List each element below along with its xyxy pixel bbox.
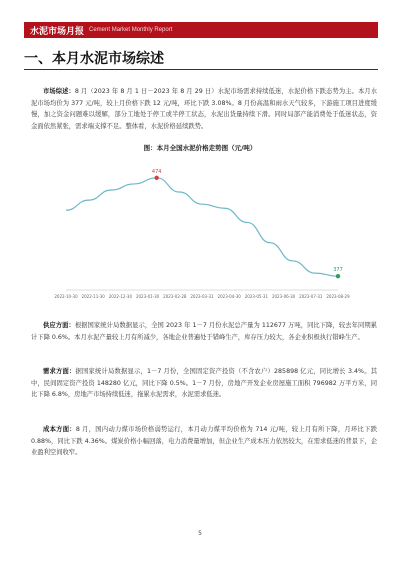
x-tick-label: 2023-03-31	[190, 294, 214, 299]
x-tick-label: 2023-02-28	[163, 294, 187, 299]
x-tick-label: 2023-06-30	[271, 294, 296, 299]
x-tick-label: 2023-01-30	[135, 294, 160, 299]
section-divider	[24, 69, 378, 70]
x-tick-label: 2022-11-30	[81, 294, 105, 299]
max-marker	[154, 176, 158, 180]
supply-lead: 供应方面：	[43, 322, 75, 329]
report-title: 水泥市场月报	[30, 26, 85, 37]
supply-paragraph	[31, 320, 377, 343]
x-tick-label: 2023-08-29	[326, 294, 350, 299]
supply-body: 根据国家统计局数据显示，全国 2023 年 1－7 月份水泥总产量为 112677 万吨，同比下降，较去年同期累计下降 0.6%。本月水泥产量较上月有所减少，各地企业普遍处于错峰生产，库存压力较大，各企业积极执行错峰生产。	[31, 322, 378, 341]
cost-paragraph	[31, 424, 377, 459]
latest-marker	[336, 274, 340, 278]
section-title: 一、本月水泥市场综述	[24, 51, 164, 67]
cost-lead: 成本方面：	[43, 426, 76, 433]
page-number: 5	[198, 530, 202, 537]
max-marker-label: 474	[151, 168, 162, 175]
latest-marker-label: 377	[333, 267, 343, 274]
demand-body: 据国家统计局数据显示，1－7 月份，全国固定资产投资（不含农户）285898 亿元，同比增长 3.4%。其中，民间固定资产投资 148280 亿元，同比下降 0.5%。1－7 月份，房地产开发企业房屋施工面积 796982 万平方米，同比下降 6.8%，房地产市场持续低迷，拖累水泥需求，水泥需求低迷。	[31, 368, 378, 398]
demand-lead: 需求方面：	[43, 368, 76, 375]
series-line	[66, 178, 338, 276]
cost-body: 8 月，国内动力煤市场价格弱势运行，本月动力煤平均价格为 714 元/吨，较上月有所下降，月环比下跌 0.88%，同比下跌 4.36%。煤炭价格小幅回落，电力消费量增加，但企业生产成本压力依然较大，在需求低迷的背景下，企业盈利空间收窄。	[31, 426, 377, 456]
x-tick-label: 2023-05-31	[244, 294, 269, 299]
price-line-chart	[52, 154, 352, 304]
market-summary-paragraph	[31, 86, 377, 132]
market-summary-body: 8 月（2023 年 8 月 1 日－2023 年 8 月 29 日）水泥市场需求持续低迷，水泥价格下跌态势为主。本月水泥市场均价为 377 元/吨，较上月价格下跌 12 元/吨，环比下跌 3.08%。8 月份高温和雨水天气较多，下游施工项目进度缓慢，加之资金问题难以缓解，部分工地处于停工或半停工状态，水泥出货量持续下滑。同时局部产能消费处于低迷状态，资金面依然紧张，需求端支撑不足。整体看，水泥价格延续跌势。	[31, 88, 378, 130]
market-summary-lead: 市场综述：	[43, 88, 75, 95]
report-subtitle: Cement Market Monthly Report	[89, 27, 173, 33]
header-bar	[24, 22, 378, 38]
x-tick-label: 2022-10-30	[54, 294, 78, 299]
x-tick-label: 2022-12-30	[108, 294, 133, 299]
x-tick-label: 2023-07-31	[299, 294, 323, 299]
chart-title: 图：本月全国水泥价格走势图（元/吨）	[143, 144, 257, 152]
x-tick-label: 2023-04-30	[217, 294, 241, 299]
demand-paragraph	[31, 366, 377, 401]
